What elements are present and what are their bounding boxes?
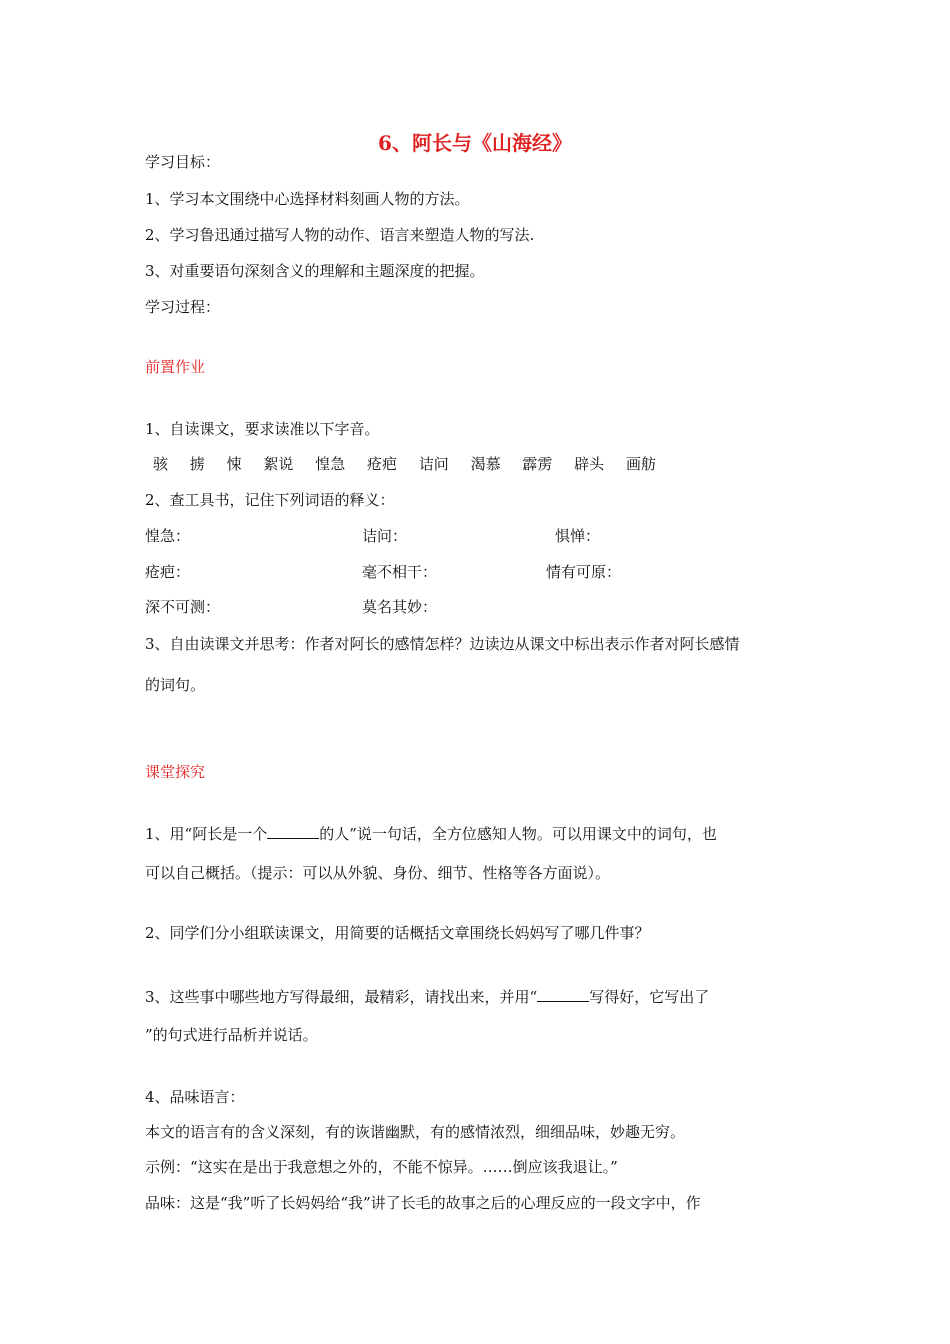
vocab-item: 诘问：: [362, 527, 408, 545]
vocab-item: 毫不相干：: [362, 563, 438, 581]
vocab-item: 疮疤：: [145, 563, 191, 581]
char-item: 霹雳: [522, 455, 553, 473]
preview-question-1: 1、自读课文，要求读准以下字音。: [145, 420, 380, 438]
q3-suffix: 写得好，它写出了: [589, 988, 710, 1006]
char-item: 絮说: [263, 455, 294, 473]
objective-1: 1、学习本文围绕中心选择材料刻画人物的方法。: [145, 190, 470, 208]
inquiry-question-1: [145, 822, 717, 844]
inquiry-question-4: 4、品味语言：: [145, 1088, 245, 1106]
q3-prefix: 3、这些事中哪些地方写得最细，最精彩，请找出来，并用“: [145, 988, 538, 1006]
process-heading: 学习过程：: [145, 298, 221, 316]
section-heading-preview: 前置作业: [145, 358, 206, 376]
objective-2: 2、学习鲁迅通过描写人物的动作、语言来塑造人物的写法.: [145, 226, 535, 244]
language-example: 示例：“这实在是出于我意想之外的，不能不惊异。……倒应该我退让。”: [145, 1158, 618, 1176]
inquiry-question-3: [145, 985, 709, 1007]
page-title: 6、阿长与《山海经》: [378, 131, 572, 155]
vocab-item: 惶急：: [145, 527, 191, 545]
preview-question-3-cont: 的词句。: [145, 676, 206, 694]
language-intro: 本文的语言有的含义深刻，有的诙谐幽默，有的感情浓烈，细细品味，妙趣无穷。: [145, 1123, 686, 1141]
char-item: 辟头: [574, 455, 605, 473]
vocab-item: 深不可测：: [145, 598, 221, 616]
preview-question-2: 2、查工具书，记住下列词语的释义：: [145, 491, 395, 509]
vocab-item: 情有可原：: [546, 563, 622, 581]
objective-3: 3、对重要语句深刻含义的理解和主题深度的把握。: [145, 262, 485, 280]
inquiry-question-3-cont: ”的句式进行品析并说话。: [145, 1026, 318, 1044]
inquiry-question-1-cont: 可以自己概括。（提示：可以从外貌、身份、细节、性格等各方面说）。: [145, 864, 611, 882]
char-item: 画舫: [625, 455, 656, 473]
vocab-item: 莫名其妙：: [362, 598, 438, 616]
char-item: 疮疤: [366, 455, 397, 473]
fill-blank: [267, 822, 319, 839]
pronunciation-list: [153, 454, 673, 474]
char-item: 骇: [153, 455, 169, 473]
vocab-item: 惧惮：: [555, 527, 601, 545]
q1-suffix: 的人”说一句话，全方位感知人物。可以用课文中的词句，也: [319, 825, 717, 843]
q1-prefix: 1、用“阿长是一个: [145, 825, 268, 843]
char-item: 惶急: [315, 455, 346, 473]
language-analysis: 品味：这是“我”听了长妈妈给“我”讲了长毛的故事之后的心理反应的一段文字中，作: [145, 1194, 701, 1212]
char-item: 渴慕: [470, 455, 501, 473]
char-item: 悚: [226, 455, 242, 473]
section-heading-inquiry: 课堂探究: [145, 763, 206, 781]
preview-question-3: 3、自由读课文并思考：作者对阿长的感情怎样？边读边从课文中标出表示作者对阿长感情: [145, 635, 740, 653]
objectives-heading: 学习目标：: [145, 153, 221, 171]
fill-blank: [537, 985, 589, 1002]
inquiry-question-2: 2、同学们分小组联读课文，用简要的话概括文章围绕长妈妈写了哪几件事？: [145, 924, 650, 942]
char-item: 掳: [189, 455, 205, 473]
char-item: 诘问: [418, 455, 449, 473]
